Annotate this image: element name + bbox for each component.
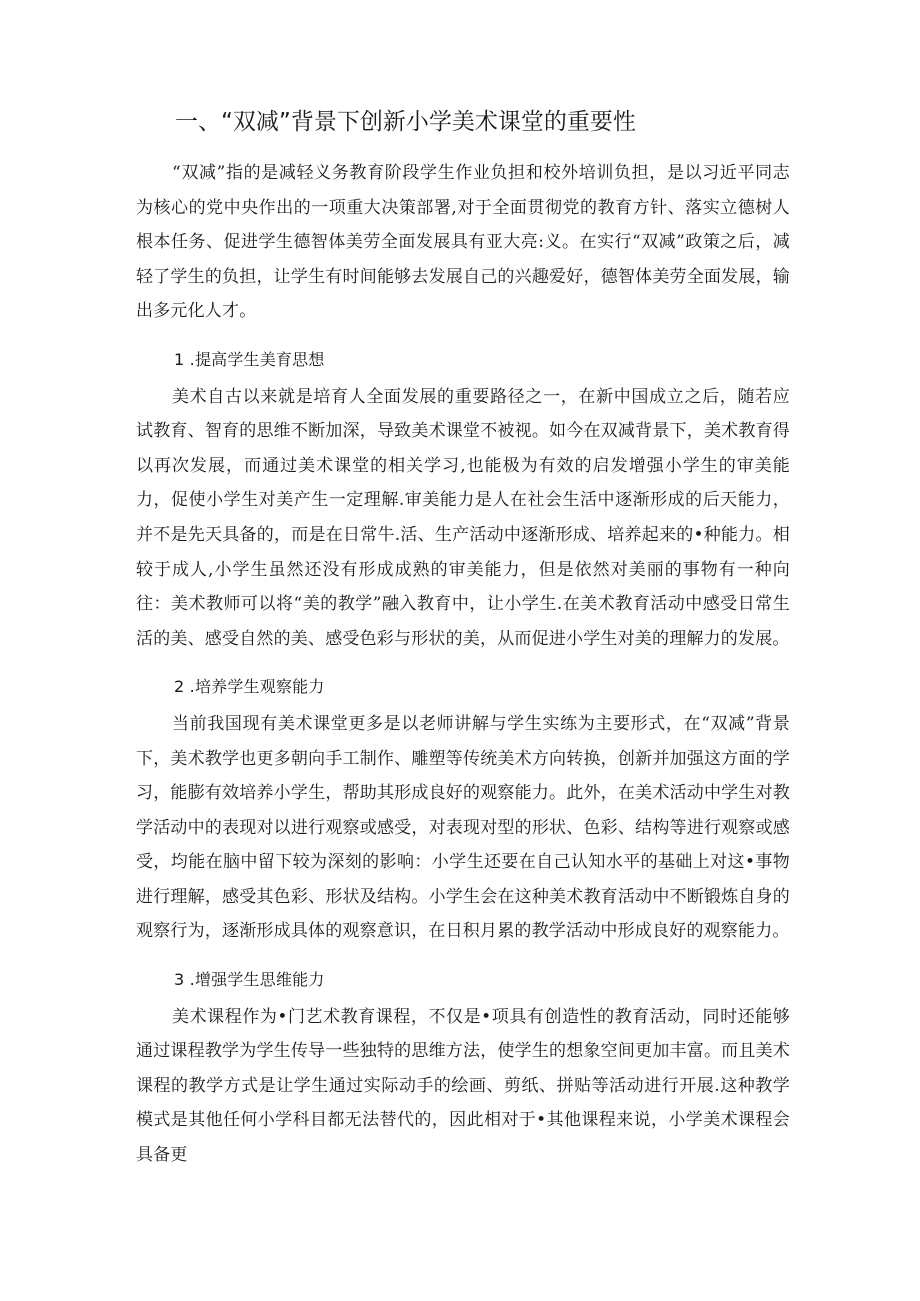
subsection-heading-1: 1 .提高学生美育思想	[174, 349, 325, 369]
section-title: 一、“双减”背景下创新小学美术课堂的重要性	[175, 109, 636, 135]
intro-paragraph: “双减”指的是减轻义务教育阶段学生作业负担和校外培训负担，是以习近平同志为核心的党中央作出的一项重大决策部署,对于全面贯彻党的教育方针、落实立德树人根本任务、促进学生德智体美劳全面发展具有亚大亮:义。在实行“双减”政策之后，减轻了学生的负担，让学生有时间能够去发展自己的兴趣爱好，德智体美劳全面发展，输出多元化人才。	[136, 163, 790, 322]
spacer	[136, 329, 790, 337]
subsection-paragraph-2: 当前我国现有美术课堂更多是以老师讲解与学生实练为主要形式，在“双减”背景下，美术教学也更多朝向手工制作、雕塑等传统美术方向转换，创新并加强这方面的学习，能膨有效培养小学生，帮助其形成良好的观察能力。此外，在美术活动中学生对教学活动中的表现对以进行观察或感受，对表现对型的形状、色彩、结构等进行观察或感受，均能在脑中留下较为深刻的影响：小学生还要在自己认知水平的基础上对这•事物进行理解，感受其色彩、形状及结构。小学生会在这种美术教育活动中不断锻炼自身的观察行为，逐渐形成具体的观察意识，在日积月累的教学活动中形成良好的观察能力。	[136, 713, 790, 942]
document-body	[136, 156, 790, 1173]
subsection-heading-2: 2 .培养学生观察能力	[174, 677, 325, 697]
subsection-paragraph-3: 美术课程作为•门艺术教育课程，不仅是•项具有创造性的教育活动，同时还能够通过课程教学为学生传导一些独特的思维方法，使学生的想象空间更加丰富。而且美术课程的教学方式是让学生通过实际动手的绘画、剪纸、拼贴等活动进行开展.这种教学模式是其他任何小学科目都无法替代的，因此相对于•其他课程来说，小学美术课程会具备更	[136, 1006, 790, 1166]
subsection-paragraph-1: 美术自古以来就是培育人全面发展的重要路径之一，在新中国成立之后，随若应试教育、智育的思维不断加深，导致美术课堂不被视。如今在双减背景下，美术教育得以再次发展，而通过美术课堂的相关学习,也能极为有效的启发增强小学生的审美能力，促使小学生对美产生一定理解.审美能力是人在社会生活中逐渐形成的后天能力，并不是先天具备的，而是在日常牛.活、生产活动中逐渐形成、培养起来的•种能力。相较于成人,小学生虽然还没有形成成熟的审美能力，但是依然对美丽的事物有一种向往：美术教师可以将“美的教学”融入教育中，让小学生.在美术教育活动中感受日常生活的美、感受自然的美、感受色彩与形状的美，从而促进小学生对美的理解力的发展。	[136, 386, 790, 649]
spacer	[136, 949, 790, 957]
subsection-heading-3: 3 .增强学生思维能力	[174, 970, 325, 990]
spacer	[136, 656, 790, 664]
